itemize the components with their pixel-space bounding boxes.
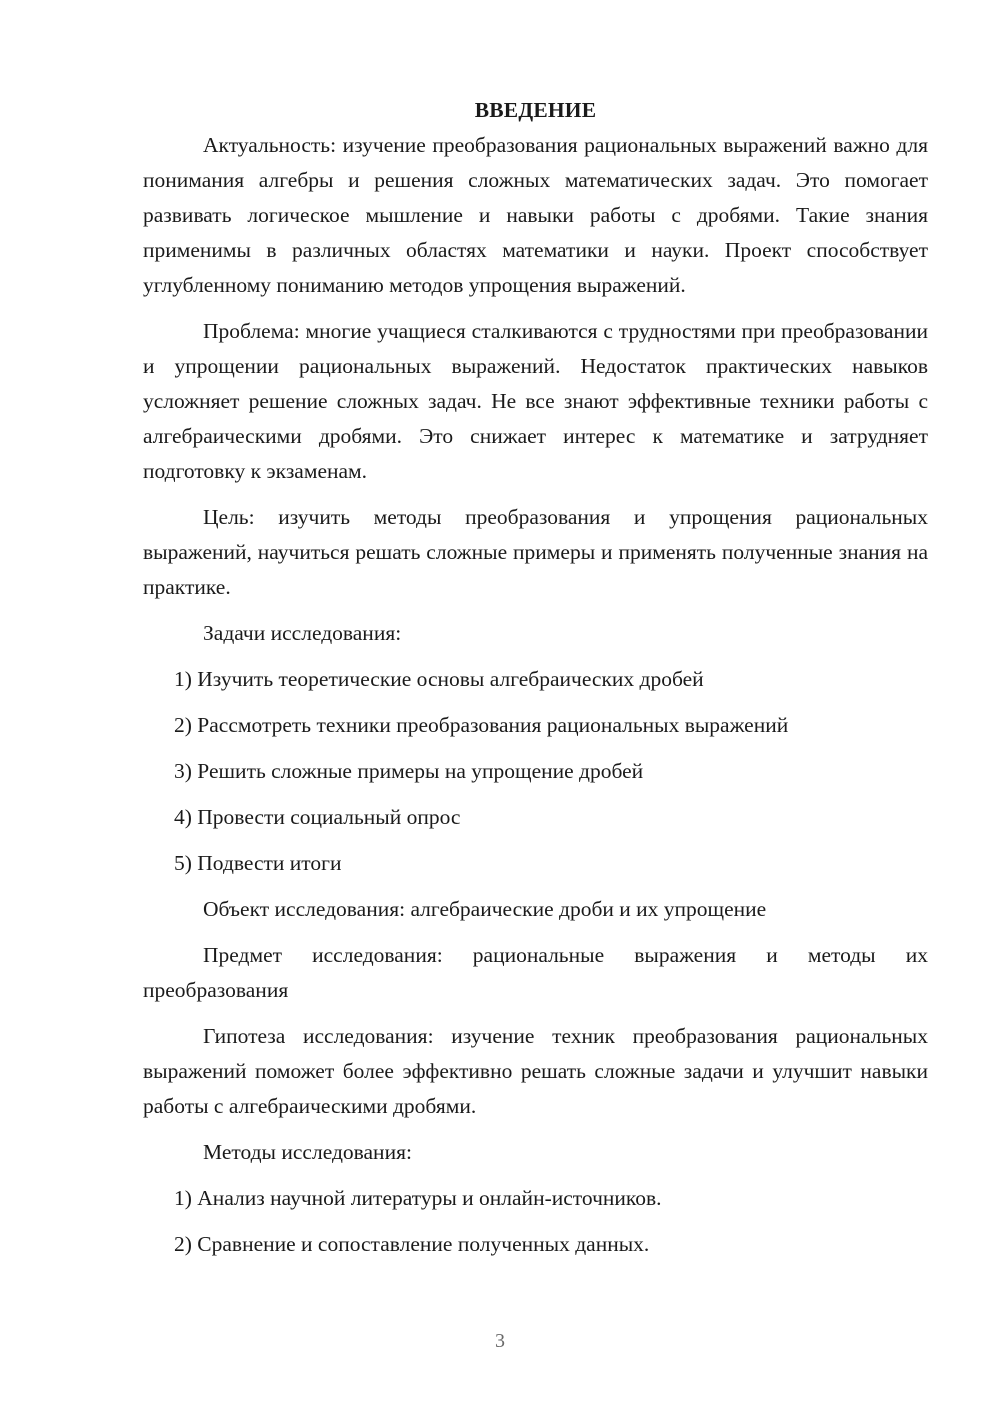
page-number: 3 <box>495 1330 505 1352</box>
document-page <box>143 93 928 1262</box>
object-paragraph: Объект исследования: алгебраические дроби и их упрощение <box>203 897 767 921</box>
task-item-3: 3) Решить сложные примеры на упрощение дробей <box>174 759 644 783</box>
subject-paragraph: Предмет исследования: рациональные выражения и методы их преобразования <box>143 943 928 1002</box>
task-item-4: 4) Провести социальный опрос <box>174 805 461 829</box>
task-item-5: 5) Подвести итоги <box>174 851 342 875</box>
method-item-1: 1) Анализ научной литературы и онлайн-источников. <box>174 1186 662 1210</box>
relevance-paragraph: Актуальность: изучение преобразования рациональных выражений важно для понимания алгебры и решения сложных математических задач. Это помогает развивать логическое мышление и навыки работы с дробями. Такие знания применимы в различных областях математики и науки. Проект способствует углубленному пониманию методов упрощения выражений. <box>143 133 928 297</box>
section-title: ВВЕДЕНИЕ <box>474 98 597 122</box>
methods-heading: Методы исследования: <box>203 1140 412 1164</box>
task-item-2: 2) Рассмотреть техники преобразования рациональных выражений <box>174 713 789 737</box>
method-item-2: 2) Сравнение и сопоставление полученных данных. <box>174 1232 650 1256</box>
tasks-heading: Задачи исследования: <box>203 621 402 645</box>
problem-paragraph: Проблема: многие учащиеся сталкиваются с трудностями при преобразовании и упрощении рациональных выражений. Недостаток практических навыков усложняет решение сложных задач. Не все знают эффективные техники работы с алгебраическими дробями. Это снижает интерес к математике и затрудняет подготовку к экзаменам. <box>143 319 928 483</box>
task-item-1: 1) Изучить теоретические основы алгебраических дробей <box>174 667 704 691</box>
hypothesis-paragraph: Гипотеза исследования: изучение техник преобразования рациональных выражений поможет более эффективно решать сложные задачи и улучшит навыки работы с алгебраическими дробями. <box>143 1024 928 1118</box>
goal-paragraph: Цель: изучить методы преобразования и упрощения рациональных выражений, научиться решать сложные примеры и применять полученные знания на практике. <box>143 505 928 599</box>
